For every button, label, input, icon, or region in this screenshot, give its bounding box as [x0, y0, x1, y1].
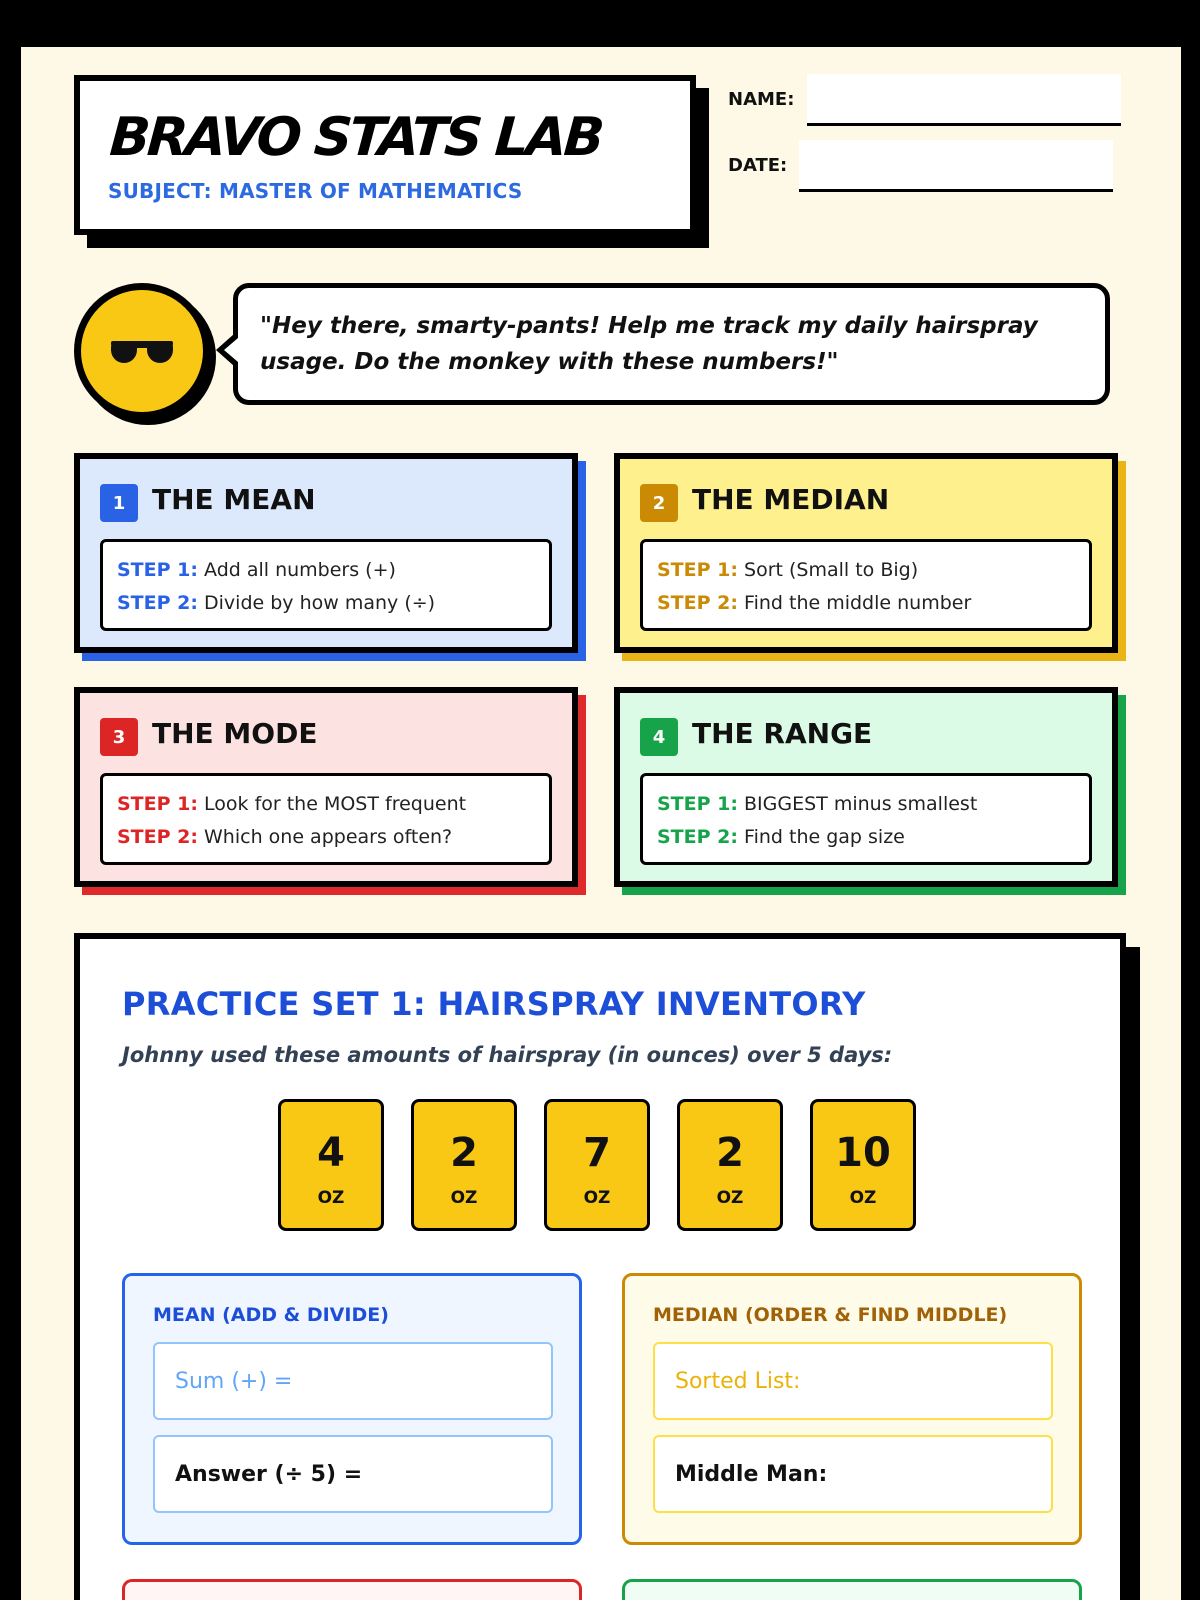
range-work-area: [622, 1579, 1082, 1600]
mean-answer-input[interactable]: Answer (÷ 5) =: [153, 1435, 553, 1513]
value-tile: 7 OZ: [544, 1099, 650, 1231]
concept-title: THE MODE: [152, 717, 318, 750]
median-work-title: MEDIAN (ORDER & FIND MIDDLE): [653, 1304, 1008, 1326]
concept-title: THE MEAN: [152, 483, 316, 516]
step-line: STEP 2: Find the middle number: [657, 592, 972, 614]
step-number-badge: 2: [640, 484, 678, 522]
concept-card-range: [614, 687, 1118, 887]
step-number-badge: 1: [100, 484, 138, 522]
practice-description: Johnny used these amounts of hairspray (in ounces) over 5 days:: [122, 1043, 893, 1067]
mean-work-area: [122, 1273, 582, 1545]
step-line: STEP 2: Which one appears often?: [117, 826, 453, 848]
avatar: [74, 283, 210, 419]
step-line: STEP 1: Sort (Small to Big): [657, 559, 919, 581]
name-label: NAME:: [728, 89, 795, 110]
practice-title: PRACTICE SET 1: HAIRSPRAY INVENTORY: [122, 985, 866, 1023]
concept-card-mode: [74, 687, 578, 887]
value-tile: 10 OZ: [810, 1099, 916, 1231]
step-number-badge: 4: [640, 718, 678, 756]
concept-card-mean: [74, 453, 578, 653]
page-title: BRAVO STATS LAB: [107, 107, 604, 168]
middle-man-input[interactable]: Middle Man:: [653, 1435, 1053, 1513]
sorted-list-input[interactable]: Sorted List:: [653, 1342, 1053, 1420]
practice-set: [74, 933, 1126, 1600]
concept-title: THE RANGE: [692, 717, 873, 750]
steps-box: [100, 773, 552, 865]
mean-work-title: MEAN (ADD & DIVIDE): [153, 1304, 389, 1326]
title-card: [74, 75, 696, 235]
value-tile: 4 OZ: [278, 1099, 384, 1231]
value-tile: 2 OZ: [677, 1099, 783, 1231]
name-field[interactable]: [807, 74, 1121, 126]
step-line: STEP 1: BIGGEST minus smallest: [657, 793, 978, 815]
step-line: STEP 1: Add all numbers (+): [117, 559, 396, 581]
value-tile: 2 OZ: [411, 1099, 517, 1231]
date-label: DATE:: [728, 155, 788, 176]
steps-box: [100, 539, 552, 631]
concept-title: THE MEDIAN: [692, 483, 890, 516]
sunglasses-icon: [111, 337, 173, 365]
speech-quote: "Hey there, smarty-pants! Help me track my daily hairspray usage. Do the monkey with these numbers!": [260, 313, 1038, 375]
subject-subtitle: SUBJECT: MASTER OF MATHEMATICS: [108, 179, 523, 203]
step-line: STEP 2: Divide by how many (÷): [117, 592, 436, 614]
date-field[interactable]: [799, 140, 1113, 192]
worksheet: [21, 47, 1181, 1600]
steps-box: [640, 539, 1092, 631]
steps-box: [640, 773, 1092, 865]
sum-input[interactable]: Sum (+) =: [153, 1342, 553, 1420]
speech-bubble: [233, 283, 1110, 405]
concept-card-median: [614, 453, 1118, 653]
step-line: STEP 1: Look for the MOST frequent: [117, 793, 467, 815]
median-work-area: [622, 1273, 1082, 1545]
step-number-badge: 3: [100, 718, 138, 756]
mode-work-area: [122, 1579, 582, 1600]
step-line: STEP 2: Find the gap size: [657, 826, 905, 848]
